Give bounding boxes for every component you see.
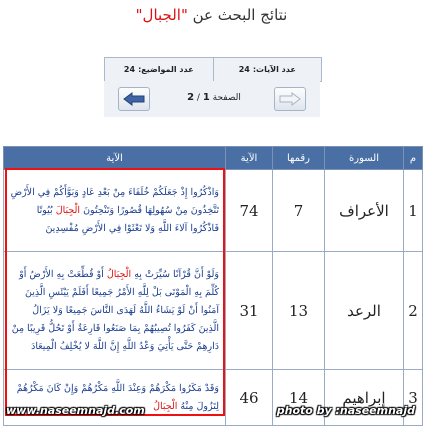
table-row bbox=[4, 252, 423, 370]
table-row bbox=[4, 370, 423, 426]
verses-count-label: عدد الآيات: bbox=[252, 65, 296, 74]
ayah-text: وَاذْكُرُوا إِذْ جَعَلَكُمْ خُلَفَاءَ مِنْ بَعْدِ عَادٍ وَبَوَّأَكُمْ فِي الأَرْضِ تَتَّخِذُونَ مِنْ سُهُولِهَا قُصُورًا وَتَنْحِتُونَ الْجِبَالَ بُيُوتًا فَاذْكُرُوا آلاءَ اللَّهِ وَلا تَعْثَوْا فِي الأَرْضِ مُفْسِدِينَ bbox=[4, 170, 226, 252]
arrow-left-icon bbox=[123, 92, 145, 106]
ayah-number: 74 bbox=[226, 170, 273, 252]
pagination bbox=[104, 81, 320, 117]
page-current: 1 bbox=[202, 92, 210, 103]
col-header-surah-number: رقمها bbox=[273, 147, 325, 170]
col-header-surah: السورة bbox=[325, 147, 404, 170]
col-header-ayah-number: الآية bbox=[226, 147, 273, 170]
next-page-button[interactable] bbox=[274, 87, 306, 111]
surah-number: 13 bbox=[273, 252, 325, 370]
results-count-bar bbox=[104, 57, 322, 82]
table-row bbox=[4, 170, 423, 252]
results-table bbox=[3, 146, 423, 426]
places-count-label: عدد المواضيع: bbox=[138, 65, 194, 74]
highlighted-term: الْجِبَالُ bbox=[153, 400, 178, 412]
row-index: 3 bbox=[404, 370, 423, 426]
col-header-index: م bbox=[404, 147, 423, 170]
surah-name[interactable]: إبراهيم bbox=[325, 370, 404, 426]
title-prefix: نتائج البحث عن bbox=[187, 6, 288, 24]
search-query: "الجبال" bbox=[135, 6, 188, 24]
prev-page-button[interactable] bbox=[118, 87, 150, 111]
row-index: 2 bbox=[404, 252, 423, 370]
places-count-value: 24 bbox=[123, 65, 136, 74]
row-index: 1 bbox=[404, 170, 423, 252]
surah-number: 14 bbox=[273, 370, 325, 426]
table-header-row bbox=[4, 147, 423, 170]
surah-number: 7 bbox=[273, 170, 325, 252]
highlighted-term: الْجِبَالُ bbox=[106, 268, 132, 280]
ayah-text: وَلَوْ أَنَّ قُرْآنًا سُيِّرَتْ بِهِ الْجِبَالُ أَوْ قُطِّعَتْ بِهِ الأَرْضُ أَوْ كُلِّمَ بِهِ الْمَوْتَى بَلْ لِلَّهِ الأَمْرُ جَمِيعًا أَفَلَمْ يَيْئَسِ الَّذِينَ آمَنُوا أَنْ لَوْ يَشَاءُ اللَّهُ لَهَدَى النَّاسَ جَمِيعًا وَلا يَزَالُ الَّذِينَ كَفَرُوا تُصِيبُهُمْ بِمَا صَنَعُوا قَارِعَةٌ أَوْ تَحُلُّ قَرِيبًا مِنْ دَارِهِمْ حَتَّى يَأْتِيَ وَعْدُ اللَّهِ إِنَّ اللَّهَ لا يُخْلِفُ الْمِيعَادَ bbox=[4, 252, 226, 370]
ayah-number: 31 bbox=[226, 252, 273, 370]
page-sep: / bbox=[196, 93, 200, 103]
highlighted-term: الْجِبَالَ bbox=[55, 204, 81, 216]
verses-count bbox=[214, 58, 322, 81]
page-total: 2 bbox=[187, 92, 195, 103]
places-count bbox=[105, 58, 214, 81]
col-header-ayah: الآية bbox=[4, 147, 226, 170]
ayah-number: 46 bbox=[226, 370, 273, 426]
surah-name[interactable]: الرعد bbox=[325, 252, 404, 370]
arrow-right-icon bbox=[279, 92, 301, 106]
page-title bbox=[0, 6, 423, 24]
ayah-text: وَقَدْ مَكَرُوا مَكْرَهُمْ وَعِنْدَ اللَّهِ مَكْرُهُمْ وَإِنْ كَانَ مَكْرُهُمْ لِتَزُولَ مِنْهُ الْجِبَالُ bbox=[4, 370, 226, 426]
verses-count-value: 24 bbox=[238, 65, 250, 74]
watermark-right: photo by :naseemnajd bbox=[276, 404, 415, 417]
surah-name[interactable]: الأعراف bbox=[325, 170, 404, 252]
page-indicator bbox=[164, 92, 264, 103]
page-label: الصفحة bbox=[212, 93, 241, 103]
watermark-left: www.naseemnajd.com bbox=[6, 404, 145, 417]
